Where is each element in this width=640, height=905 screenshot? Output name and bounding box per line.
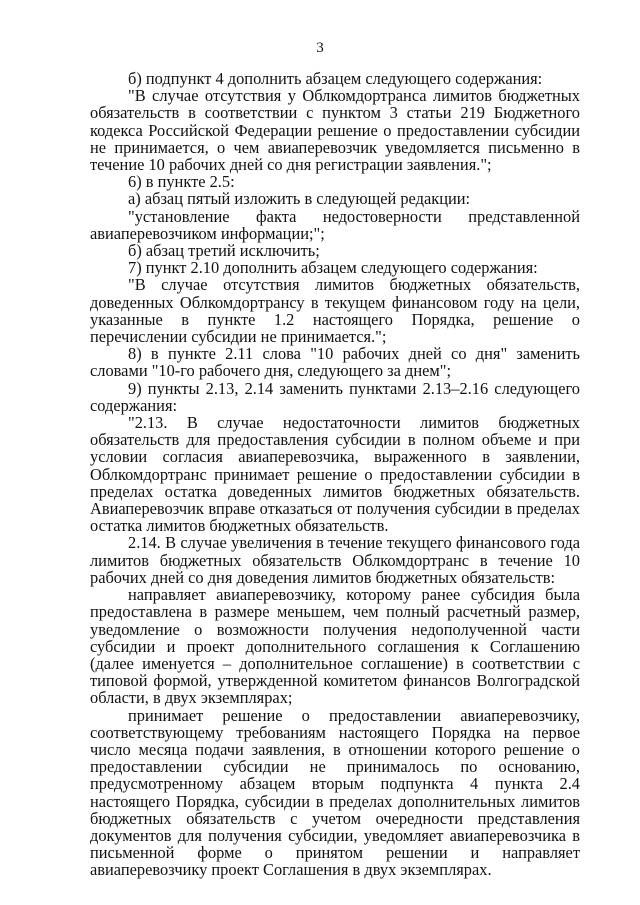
paragraph-sub-b: б) подпункт 4 дополнить абзацем следующего содержания: (128, 69, 543, 88)
paragraph-clause-2-14: 2.14. В случае увеличения в течение текущего финансового года лимитов бюджетных обязательств Облкомдортранс в течение 10 рабочих дней со дня доведения лимитов бюджетных обязательств: (90, 533, 580, 587)
document-body (90, 70, 580, 879)
page-number: 3 (316, 40, 324, 56)
paragraph-item-8: 8) в пункте 2.11 слова "10 рабочих дней со дня" заменить словами "10-го рабочего дня, следующего за днем"; (90, 344, 580, 381)
paragraph-quote-no-limits: "В случае отсутствия у Облкомдортранса лимитов бюджетных обязательств в соответствии с пунктом 3 статьи 219 Бюджетного кодекса Российской Федерации решение о предоставлении субсидии не принимается, о чем авиаперевозчик уведомляется письменно в течение 10 рабочих дней со дня регистрации заявления."; (90, 86, 580, 175)
paragraph-clause-2-13: "2.13. В случае недостаточности лимитов бюджетных обязательств для предоставления субсидии в полном объеме и при условии согласия авиаперевозчика, выраженного в заявлении, Облкомдортранс принимает решение о предоставлении субсидии в пределах остатка доведенных лимитов бюджетных обязательств. Авиаперевозчик вправе отказаться от получения субсидии в пределах остатка лимитов бюджетных обязательств. (90, 413, 580, 536)
paragraph-item-6b: б) абзац третий исключить; (128, 241, 320, 261)
paragraph-item-7: 7) пункт 2.10 дополнить абзацем следующего содержания: (128, 258, 538, 278)
paragraph-item-6: 6) в пункте 2.5: (128, 172, 235, 192)
paragraph-quote-false-info: "установление факта недостоверности представленной авиаперевозчиком информации;"; (90, 206, 580, 243)
paragraph-sends-notice: направляет авиаперевозчику, которому ранее субсидия была предоставлена в размере меньшем, чем полный расчетный размер, уведомление о возможности получения недополученной части субсидии и проект дополнительного соглашения к Соглашению (далее именуется – дополнительное соглашение) в соответствии с типовой формой, утвержденной комитетом финансов Волгоградской области, в двух экземплярах; (90, 585, 580, 708)
paragraph-quote-no-transfer: "В случае отсутствия лимитов бюджетных обязательств, доведенных Облкомдортрансу в текущем финансовом году на цели, указанные в пункте 1.2 настоящего Порядка, решение о перечислении субсидии не принимается."; (90, 275, 580, 347)
paragraph-item-9: 9) пункты 2.13, 2.14 заменить пунктами 2.13–2.16 следующего содержания: (90, 378, 580, 415)
paragraph-makes-decision: принимает решение о предоставлении авиаперевозчику, соответствующему требованиям настоящего Порядка на первое число месяца подачи заявления, в отношении которого решение о предоставлении субсидии не принималось по основанию, предусмотренному абзацем вторым подпункта 4 пункта 2.4 настоящего Порядка, субсидии в пределах дополнительных лимитов бюджетных обязательств с учетом очередности представления документов для получения субсидии, уведомляет авиаперевозчика в письменной форме о принятом решении и направляет авиаперевозчику проект Соглашения в двух экземплярах. (90, 705, 580, 880)
paragraph-item-6a: а) абзац пятый изложить в следующей редакции: (128, 189, 471, 209)
